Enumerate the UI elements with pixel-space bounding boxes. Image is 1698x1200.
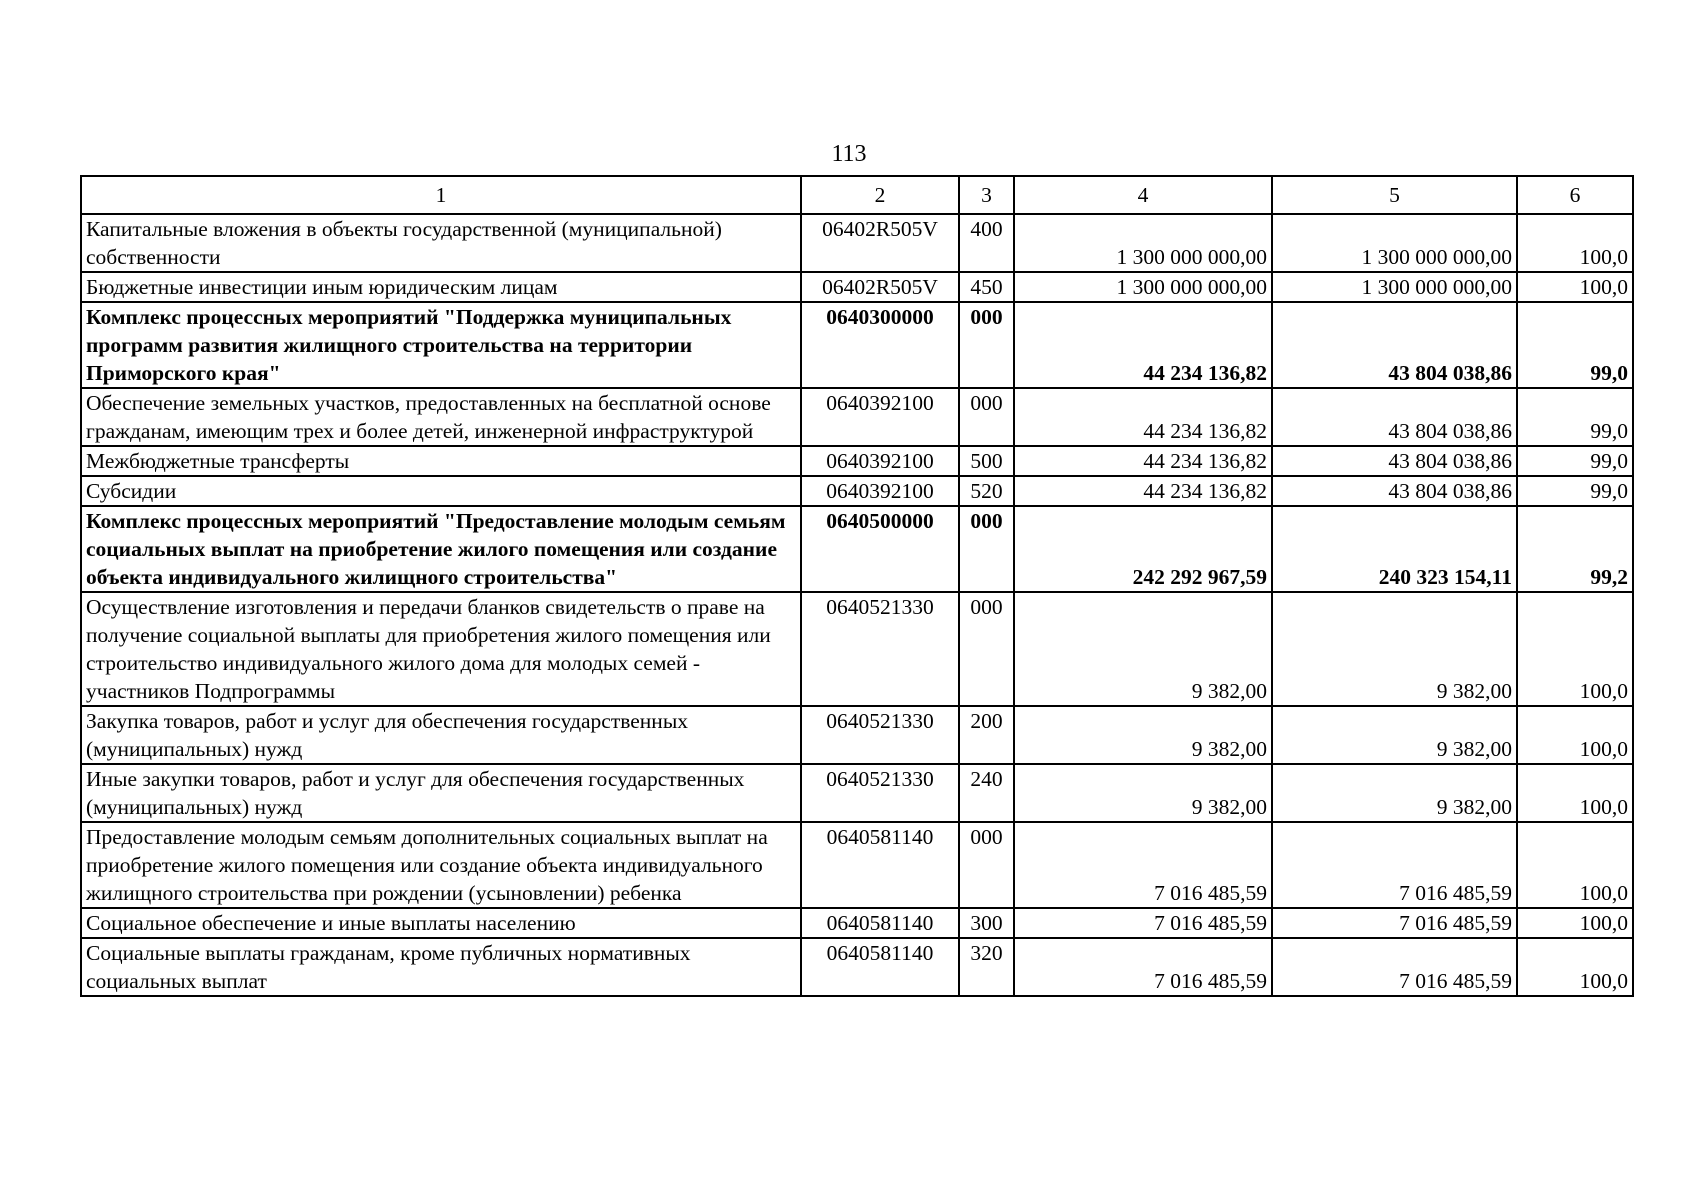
header-col-6: 6 (1517, 176, 1633, 214)
header-row (81, 176, 1633, 214)
row-name: Социальные выплаты гражданам, кроме публичных нормативных социальных выплат (81, 938, 801, 996)
row-code: 0640300000 (801, 302, 959, 388)
row-actual-amount: 9 382,00 (1272, 592, 1517, 706)
row-name: Капитальные вложения в объекты государственной (муниципальной) собственности (81, 214, 801, 272)
row-actual-amount: 43 804 038,86 (1272, 388, 1517, 446)
row-percent: 100,0 (1517, 592, 1633, 706)
row-percent: 100,0 (1517, 706, 1633, 764)
row-name: Комплекс процессных мероприятий "Предоставление молодым семьям социальных выплат на приобретение жилого помещения или создание объекта индивидуального жилищного строительства" (81, 506, 801, 592)
table-row (81, 214, 1633, 272)
table-row (81, 938, 1633, 996)
table-row (81, 908, 1633, 938)
row-plan-amount: 44 234 136,82 (1014, 476, 1272, 506)
row-actual-amount: 43 804 038,86 (1272, 302, 1517, 388)
row-code: 0640581140 (801, 908, 959, 938)
row-code: 0640581140 (801, 938, 959, 996)
row-name: Бюджетные инвестиции иным юридическим лицам (81, 272, 801, 302)
row-plan-amount: 44 234 136,82 (1014, 388, 1272, 446)
row-percent: 100,0 (1517, 272, 1633, 302)
row-percent: 100,0 (1517, 938, 1633, 996)
row-plan-amount: 9 382,00 (1014, 706, 1272, 764)
table-row (81, 506, 1633, 592)
row-percent: 100,0 (1517, 764, 1633, 822)
table-row (81, 476, 1633, 506)
row-type: 500 (959, 446, 1014, 476)
row-type: 240 (959, 764, 1014, 822)
row-actual-amount: 1 300 000 000,00 (1272, 272, 1517, 302)
row-plan-amount: 7 016 485,59 (1014, 938, 1272, 996)
row-plan-amount: 9 382,00 (1014, 592, 1272, 706)
row-name: Обеспечение земельных участков, предоставленных на бесплатной основе гражданам, имеющим трех и более детей, инженерной инфраструктурой (81, 388, 801, 446)
row-type: 000 (959, 592, 1014, 706)
row-actual-amount: 7 016 485,59 (1272, 822, 1517, 908)
row-name: Закупка товаров, работ и услуг для обеспечения государственных (муниципальных) нужд (81, 706, 801, 764)
table-row (81, 388, 1633, 446)
row-name: Субсидии (81, 476, 801, 506)
header-col-3: 3 (959, 176, 1014, 214)
row-plan-amount: 44 234 136,82 (1014, 302, 1272, 388)
row-actual-amount: 43 804 038,86 (1272, 476, 1517, 506)
row-type: 400 (959, 214, 1014, 272)
row-code: 0640392100 (801, 446, 959, 476)
row-type: 520 (959, 476, 1014, 506)
row-name: Межбюджетные трансферты (81, 446, 801, 476)
row-code: 0640521330 (801, 764, 959, 822)
row-type: 300 (959, 908, 1014, 938)
row-actual-amount: 43 804 038,86 (1272, 446, 1517, 476)
row-plan-amount: 7 016 485,59 (1014, 908, 1272, 938)
row-percent: 100,0 (1517, 822, 1633, 908)
header-col-1: 1 (81, 176, 801, 214)
header-col-4: 4 (1014, 176, 1272, 214)
row-code: 0640500000 (801, 506, 959, 592)
header-col-2: 2 (801, 176, 959, 214)
row-plan-amount: 1 300 000 000,00 (1014, 272, 1272, 302)
row-actual-amount: 1 300 000 000,00 (1272, 214, 1517, 272)
row-actual-amount: 9 382,00 (1272, 764, 1517, 822)
row-plan-amount: 9 382,00 (1014, 764, 1272, 822)
table-row (81, 592, 1633, 706)
row-percent: 100,0 (1517, 908, 1633, 938)
row-type: 000 (959, 822, 1014, 908)
row-name: Иные закупки товаров, работ и услуг для обеспечения государственных (муниципальных) нужд (81, 764, 801, 822)
row-type: 000 (959, 506, 1014, 592)
table-row (81, 764, 1633, 822)
row-code: 06402R505V (801, 272, 959, 302)
table-row (81, 446, 1633, 476)
row-percent: 99,0 (1517, 302, 1633, 388)
row-percent: 99,0 (1517, 388, 1633, 446)
table-row (81, 302, 1633, 388)
row-name: Осуществление изготовления и передачи бланков свидетельств о праве на получение социальной выплаты для приобретения жилого помещения или строительство индивидуального жилого дома для молодых семей - участников Подпрограммы (81, 592, 801, 706)
row-plan-amount: 242 292 967,59 (1014, 506, 1272, 592)
row-code: 0640521330 (801, 706, 959, 764)
row-type: 200 (959, 706, 1014, 764)
table-row (81, 706, 1633, 764)
row-plan-amount: 44 234 136,82 (1014, 446, 1272, 476)
row-percent: 99,0 (1517, 476, 1633, 506)
row-percent: 99,2 (1517, 506, 1633, 592)
row-actual-amount: 7 016 485,59 (1272, 908, 1517, 938)
row-percent: 99,0 (1517, 446, 1633, 476)
row-percent: 100,0 (1517, 214, 1633, 272)
header-col-5: 5 (1272, 176, 1517, 214)
row-code: 06402R505V (801, 214, 959, 272)
row-code: 0640392100 (801, 476, 959, 506)
row-name: Комплекс процессных мероприятий "Поддержка муниципальных программ развития жилищного строительства на территории Приморского края" (81, 302, 801, 388)
row-code: 0640392100 (801, 388, 959, 446)
row-type: 320 (959, 938, 1014, 996)
page-number: 113 (831, 141, 867, 167)
row-code: 0640581140 (801, 822, 959, 908)
table-row (81, 822, 1633, 908)
row-code: 0640521330 (801, 592, 959, 706)
row-actual-amount: 7 016 485,59 (1272, 938, 1517, 996)
row-type: 000 (959, 388, 1014, 446)
row-name: Предоставление молодым семьям дополнительных социальных выплат на приобретение жилого помещения или создание объекта индивидуального жилищного строительства при рождении (усыновлении) ребенка (81, 822, 801, 908)
row-plan-amount: 1 300 000 000,00 (1014, 214, 1272, 272)
row-type: 450 (959, 272, 1014, 302)
row-actual-amount: 240 323 154,11 (1272, 506, 1517, 592)
row-type: 000 (959, 302, 1014, 388)
budget-table (80, 175, 1634, 997)
row-plan-amount: 7 016 485,59 (1014, 822, 1272, 908)
row-actual-amount: 9 382,00 (1272, 706, 1517, 764)
row-name: Социальное обеспечение и иные выплаты населению (81, 908, 801, 938)
table-row (81, 272, 1633, 302)
